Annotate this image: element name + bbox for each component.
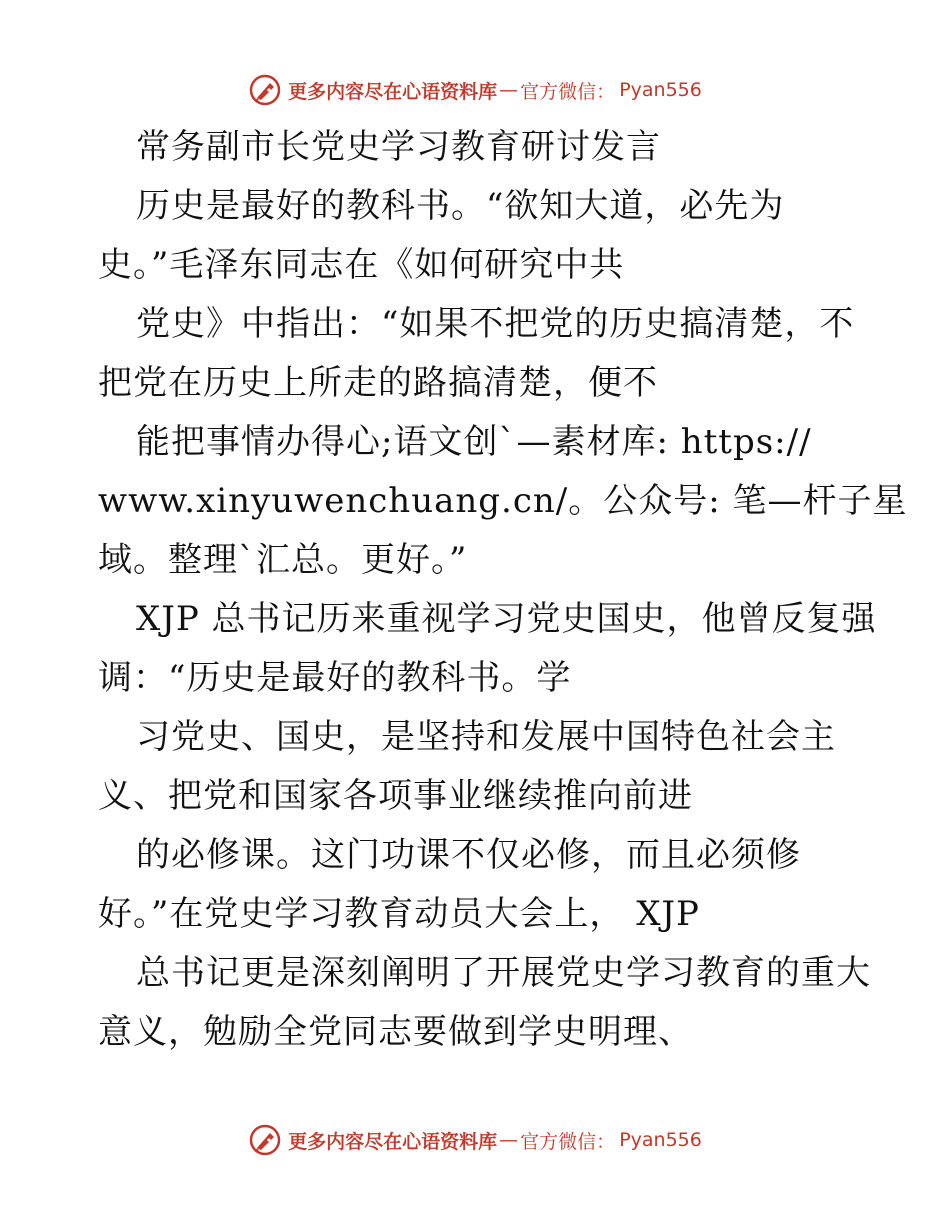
text-line: 能把事情办得心;语文创`—素材库: https:// <box>136 422 812 462</box>
text-line: XJP 总书记历来重视学习党史国史，他曾反复强 <box>136 599 877 639</box>
watermark-code: Pyan556 <box>619 79 702 101</box>
watermark-sub-text: 官方微信： <box>520 1130 616 1153</box>
text-line: 好。”在党史学习教育动员大会上， XJP <box>98 894 700 934</box>
pen-nib-logo-icon <box>248 1123 282 1157</box>
text-line: 意义，勉励全党同志要做到学史明理、 <box>98 1012 693 1052</box>
watermark-dash: — <box>499 1129 519 1151</box>
footer-watermark <box>0 1120 950 1160</box>
watermark-dash: — <box>499 79 519 101</box>
text-line: 总书记更是深刻阐明了开展党史学习教育的重大 <box>136 953 871 993</box>
pen-nib-logo-icon <box>248 73 282 107</box>
text-line: 党史》中指出：“如果不把党的历史搞清楚，不 <box>136 304 855 344</box>
text-line: 义、把党和国家各项事业继续推向前进 <box>98 776 693 816</box>
text-line: 的必修课。这门功课不仅必修，而且必须修 <box>136 835 801 875</box>
watermark-main-text: 更多内容尽在心语资料库 <box>288 1130 498 1153</box>
document-title: 常务副市长党史学习教育研讨发言 <box>136 127 661 167</box>
text-line: 域。整理`汇总。更好。” <box>98 540 468 580</box>
text-line: 史。”毛泽东同志在《如何研究中共 <box>98 245 625 285</box>
watermark-code: Pyan556 <box>619 1129 702 1151</box>
text-line: 调：“历史是最好的教科书。学 <box>98 658 572 698</box>
header-watermark <box>0 70 950 110</box>
text-line: 历史是最好的教科书。“欲知大道，必先为 <box>136 186 785 226</box>
text-line: www.xinyuwenchuang.cn/。公众号: 笔—杆子星 <box>98 481 908 521</box>
watermark-main-text: 更多内容尽在心语资料库 <box>288 80 498 103</box>
text-line: 把党在历史上所走的路搞清楚，便不 <box>98 363 658 403</box>
watermark-sub-text: 官方微信： <box>520 80 616 103</box>
text-line: 习党史、国史，是坚持和发展中国特色社会主 <box>136 717 836 757</box>
